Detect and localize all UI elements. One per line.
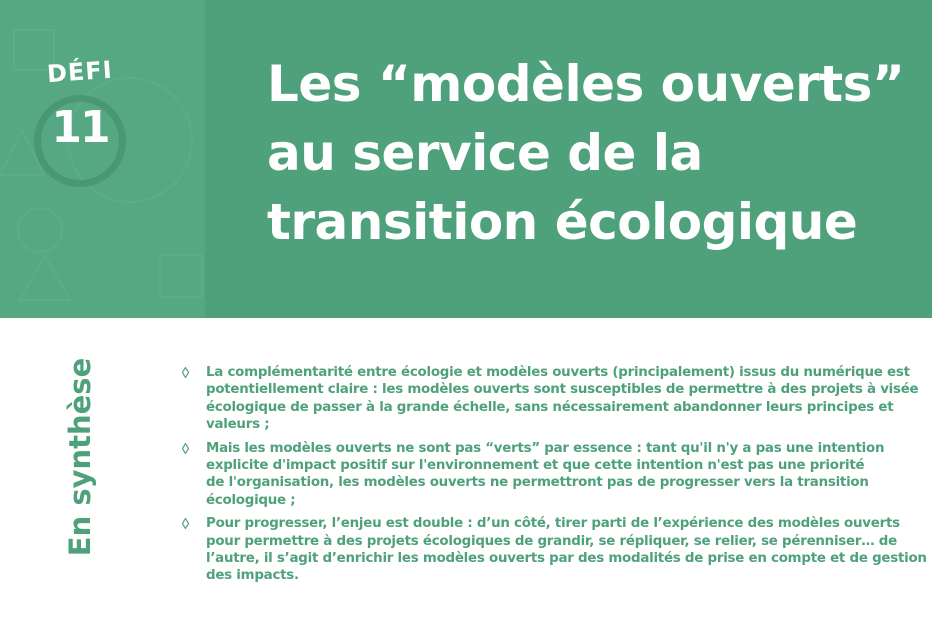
list-item-line: écologique de passer à la grande échelle, sans nécessairement abandonner leurs principes et xyxy=(206,399,894,415)
list-item-line: valeurs ; xyxy=(206,417,270,433)
list-item-line: Pour progresser, l’enjeu est double : d’un côté, tirer parti de l’expérience des modèles ouverts xyxy=(206,516,900,532)
defi-label: DÉFI xyxy=(46,55,114,89)
diamond-bullet-icon xyxy=(182,367,189,378)
title-line: au service de la xyxy=(267,124,703,182)
defi-panel xyxy=(0,0,205,318)
deco-triangle-2 xyxy=(20,255,70,300)
defi-number: 11 xyxy=(51,102,109,153)
deco-circle xyxy=(18,208,62,252)
list-item-line: écologique ; xyxy=(206,492,296,508)
list-item-line: l’autre, il s’agit d’enrichir les modèles ouverts par des modalités de prise en compte et de gestion xyxy=(206,551,927,567)
section-label xyxy=(60,357,100,557)
list-item-line: Mais les modèles ouverts ne sont pas “verts” par essence : tant qu'il n'y a pas une intention xyxy=(206,440,885,456)
title-line: transition écologique xyxy=(267,193,858,251)
list-item-line: La complémentarité entre écologie et modèles ouverts (principalement) issus du numérique est xyxy=(206,365,910,380)
list-item-line: de l'organisation, les modèles ouverts ne permettront pas de progresser vers la transition xyxy=(206,475,869,491)
deco-square-2 xyxy=(160,255,202,297)
list-item-line: explicite d'impact positif sur l'environnement et que cette intention n'est pas une priorité xyxy=(206,458,865,474)
page-title xyxy=(267,50,917,257)
list-item xyxy=(180,364,918,434)
summary-list xyxy=(180,364,927,591)
list-item xyxy=(180,515,927,585)
list-item xyxy=(180,440,918,510)
list-item-line: potentiellement claire : les modèles ouverts sont susceptibles de permettre à des projets à visée xyxy=(206,382,919,398)
diamond-bullet-icon xyxy=(182,443,189,454)
list-item-line: des impacts. xyxy=(206,568,299,584)
list-item-line: pour permettre à des projets écologiques de grandir, se répliquer, se relier, se pérenniser… de xyxy=(206,533,897,549)
title-line: Les “modèles ouverts” xyxy=(267,55,905,113)
section-label-text: En synthèse xyxy=(63,357,97,557)
diamond-bullet-icon xyxy=(182,518,189,529)
